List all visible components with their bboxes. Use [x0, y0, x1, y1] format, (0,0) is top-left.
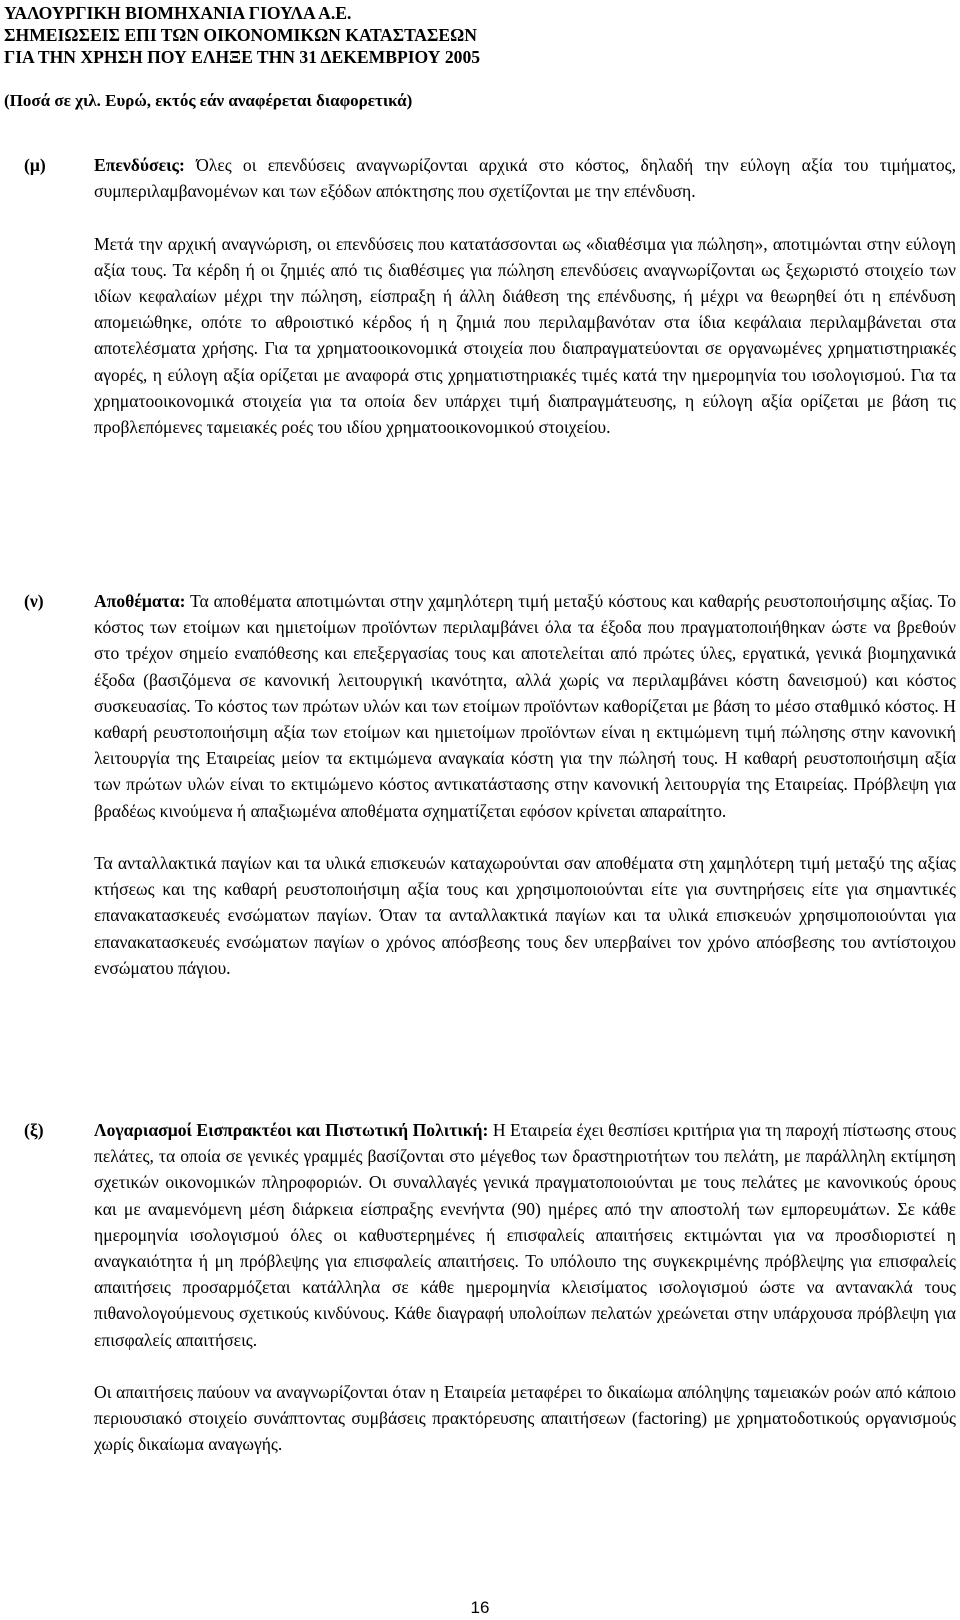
paragraph-text: Η Εταιρεία έχει θεσπίσει κριτήρια για τη παροχή πίστωσης στους πελάτες, τα οποία σε γενικές γραμμές βασίζονται στο μέγεθος των δραστηριοτήτων του πελάτη, με παράλληλη εκτίμηση σχετικών οικονομικών πληροφοριών. Οι συναλλαγές γενικά πραγματοποιούνται με τους πελάτες με κανονικούς όρους και με αναμενόμενη μέση διάρκεια είσπραξης ενενήντα (90) ημέρες από την αποστολή των εμπορευμάτων. Σε κάθε ημερομηνία ισολογισμού όλες οι καθυστερημένες ή επισφαλείς απαιτήσεις εκτιμώνται για να προσδιοριστεί η αναγκαιότητα ή μη πρόβλεψης για επισφαλείς απαιτήσεις. Το υπόλοιπο της συγκεκριμένης πρόβλεψης για επισφαλείς απαιτήσεις προσαρμόζεται κατάλληλα σε κάθε ημερομηνία κλεισίματος ισολογισμού ώστε να αντανακλά τους πιθανολογούμενους σχετικούς κινδύνους. Κάθε διαγραφή υπολοίπων πελατών χρεώνεται στην υπάρχουσα πρόβλεψη για επισφαλείς απαιτήσεις. — [94, 1120, 956, 1350]
section-label: (μ) — [24, 155, 46, 175]
company-name: ΥΑΛΟΥΡΓΙΚΗ ΒΙΟΜΗΧΑΝΙΑ ΓΙΟΥΛΑ Α.Ε. — [4, 3, 352, 23]
section-body — [94, 588, 956, 981]
notes-title: ΣΗΜΕΙΩΣΕΙΣ ΕΠΙ ΤΩΝ ΟΙΚΟΝΟΜΙΚΩΝ ΚΑΤΑΣΤΑΣΕΩΝ — [4, 25, 477, 45]
section-label: (ξ) — [24, 1120, 44, 1140]
paragraph-text: Τα αποθέματα αποτιμώνται στην χαμηλότερη τιμή μεταξύ κόστους και καθαρής ρευστοποιήσιμης αξίας. Το κόστος των ετοίμων και ημιετοίμων προϊόντων περιλαμβάνει όλα τα έξοδα που πραγματοποιήθηκαν ώστε να βρεθούν στο τρέχον σημείο εναπόθεσης και επεξεργασίας τους και αποτελείται από πρώτες ύλες, εργατικά, γενικά βιομηχανικά έξοδα (βασιζόμενα σε κανονική λειτουργική ικανότητα, αλλά χωρίς να περιλαμβάνει κόστη δανεισμού) και κόστος συσκευασίας. Το κόστος των πρώτων υλών και των ετοίμων προϊόντων καθορίζεται με βάση το μέσο σταθμικό κόστος. Η καθαρή ρευστοποιήσιμη αξία των ετοίμων και ημιετοίμων προϊόντων είναι η εκτιμώμενη τιμή πώλησης στην κανονική λειτουργία της Εταιρείας μείον τα εκτιμώμενα αναγκαία κόστη για την πώλησή τους. Η καθαρή ρευστοποιήσιμη αξία των πρώτων υλών είναι το εκτιμώμενο κόστος αντικατάστασης στην κανονική λειτουργία της Εταιρείας. Πρόβλεψη για βραδέως κινούμενα ή απαξιωμένα αποθέματα σχηματίζεται εφόσον κρίνεται απαραίτητο. — [94, 591, 956, 821]
paragraph-text: Όλες οι επενδύσεις αναγνωρίζονται αρχικά στο κόστος, δηλαδή την εύλογη αξία του τιμήματος, συμπεριλαμβανομένων και των εξόδων απόκτησης που σχετίζονται με την επένδυση. — [94, 155, 956, 202]
section-body — [94, 152, 956, 440]
paragraph: Οι απαιτήσεις παύουν να αναγνωρίζονται όταν η Εταιρεία μεταφέρει το δικαίωμα απόληψης ταμειακών ροών από κάποιο περιουσιακό στοιχείο συνάπτοντας συμβάσεις πρακτόρευσης απαιτήσεων (factoring) με χρηματοδοτικούς οργανισμούς χωρίς δικαίωμα αναγωγής. — [94, 1382, 956, 1455]
section-heading: Λογαριασμοί Εισπρακτέοι και Πιστωτική Πολιτική: — [94, 1120, 489, 1140]
section-label: (ν) — [24, 591, 44, 611]
paragraph: Μετά την αρχική αναγνώριση, οι επενδύσεις που κατατάσσονται ως «διαθέσιμα για πώληση», αποτιμώνται στην εύλογη αξία τους. Τα κέρδη ή οι ζημιές από τις διαθέσιμες για πώληση επενδύσεις αναγνωρίζονται ως ξεχωριστό στοιχείο των ιδίων κεφαλαίων μέχρι την πώληση, είσπραξη ή άλλη διάθεση της επένδυσης, ή μέχρι να θεωρηθεί ότι η επένδυση απομειώθηκε, οπότε το αθροιστικό κέρδος ή η ζημιά που περιλαμβανόταν στα ίδια κεφάλαια περιλαμβάνεται στα αποτελέσματα χρήσης. Για τα χρηματοοικονομικά στοιχεία που διαπραγματεύονται σε οργανωμένες χρηματιστηριακές αγορές, η εύλογη αξία ορίζεται με αναφορά στις χρηματιστηριακές τιμές κατά την ημερομηνία του ισολογισμού. Για τα χρηματοοικονομικά στοιχεία για τα οποία δεν υπάρχει τιμή διαπραγμάτευσης, η εύλογη αξία ορίζεται με βάση τις προβλεπόμενες ταμειακές ροές του ιδίου χρηματοοικονομικού στοιχείου. — [94, 233, 956, 438]
paragraph — [94, 588, 956, 824]
period-title: ΓΙΑ ΤΗΝ ΧΡΗΣΗ ΠΟΥ ΕΛΗΞΕ ΤΗΝ 31 ΔΕΚΕΜΒΡΙΟΥ 2005 — [4, 47, 481, 67]
paragraph: Τα ανταλλακτικά παγίων και τα υλικά επισκευών καταχωρούνται σαν αποθέματα στη χαμηλότερη τιμή μεταξύ της αξίας κτήσεως και της καθαρή ρευστοποιήσιμη αξία τους και χρησιμοποιούνται είτε για συντηρήσεις είτε για σημαντικές επανακατασκευές ενσώματων παγίων. Όταν τα ανταλλακτικά παγίων και τα υλικά επισκευών χρησιμοποιούνται για επανακατασκευές ενσώματων παγίων ο χρόνος απόσβεσης τους δεν υπερβαίνει τον χρόνο απόσβεσης του αντίστοιχου ενσώματου πάγιου. — [94, 853, 956, 978]
paragraph — [94, 1117, 956, 1353]
page-number: 16 — [470, 1598, 490, 1617]
document-header — [4, 2, 480, 112]
units-note: (Ποσά σε χιλ. Ευρώ, εκτός εάν αναφέρεται διαφορετικά) — [4, 91, 413, 110]
paragraph — [94, 152, 956, 204]
section-heading: Επενδύσεις: — [94, 155, 185, 175]
section-heading: Αποθέματα: — [94, 591, 186, 611]
section-body — [94, 1117, 956, 1458]
